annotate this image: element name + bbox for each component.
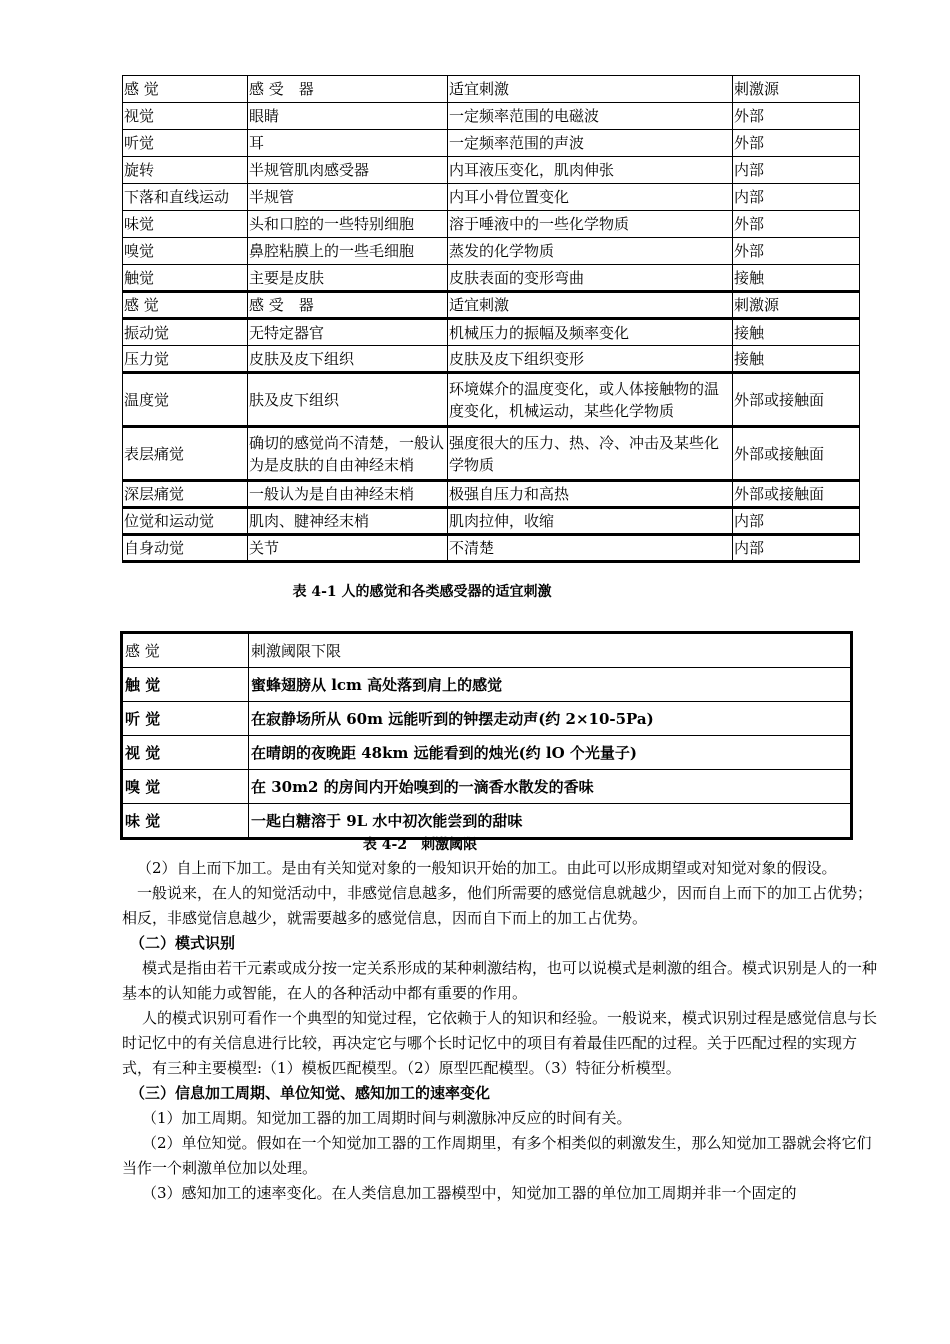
cell-source: 接触 bbox=[733, 265, 860, 292]
cell-receptor: 半规管 bbox=[248, 184, 448, 211]
table-row bbox=[123, 508, 860, 535]
cell-sense: 振动觉 bbox=[123, 319, 248, 346]
cell-source: 外部或接触面 bbox=[733, 373, 860, 427]
section-heading: （二）模式识别 bbox=[130, 934, 236, 952]
cell-receptor: 耳 bbox=[248, 130, 448, 157]
paragraph: （1）加工周期。知觉加工器的加工周期时间与刺激脉冲反应的时间有关。 bbox=[142, 1109, 632, 1127]
cell-threshold: 一匙白糖溶于 9L 水中初次能尝到的甜味 bbox=[249, 804, 852, 839]
cell-sense: 嗅 觉 bbox=[122, 770, 249, 804]
table-row bbox=[123, 238, 860, 265]
table-row bbox=[123, 373, 860, 427]
cell-source: 内部 bbox=[733, 157, 860, 184]
section-heading: （三）信息加工周期、单位知觉、感知加工的速率变化 bbox=[130, 1084, 491, 1102]
table-row bbox=[123, 292, 860, 319]
threshold-table-body bbox=[122, 633, 852, 839]
cell-sense: 嗅觉 bbox=[123, 238, 248, 265]
cell-sense: 味 觉 bbox=[122, 804, 249, 839]
table-row bbox=[123, 481, 860, 508]
cell-stimulus: 强度很大的压力、热、冷、冲击及某些化学物质 bbox=[448, 427, 733, 481]
cell-sense: 温度觉 bbox=[123, 373, 248, 427]
table-row bbox=[123, 535, 860, 562]
cell-stimulus: 内耳液压变化，肌肉伸张 bbox=[448, 157, 733, 184]
cell-source: 外部 bbox=[733, 103, 860, 130]
cell-sense: 表层痛觉 bbox=[123, 427, 248, 481]
cell-source: 外部 bbox=[733, 238, 860, 265]
cell-source: 内部 bbox=[733, 535, 860, 562]
table-row bbox=[123, 346, 860, 373]
cell-receptor: 皮肤及皮下组织 bbox=[248, 346, 448, 373]
cell-source: 刺激源 bbox=[733, 76, 860, 103]
table-row bbox=[123, 103, 860, 130]
cell-source: 内部 bbox=[733, 184, 860, 211]
paragraph: 人的模式识别可看作一个典型的知觉过程，它依赖于人的知识和经验。一般说来，模式识别过程是感觉信息与长时记忆中的有关信息进行比较，再决定它与哪个长时记忆中的项目有着最佳匹配的过程。关于匹配过程的实现方式，有三种主要模型:（1）模板匹配模型。（2）原型匹配模型。（3）特征分析模型。 bbox=[122, 1009, 878, 1077]
cell-receptor: 感 受 器 bbox=[248, 292, 448, 319]
table-row bbox=[123, 76, 860, 103]
cell-receptor: 肌肉、腱神经末梢 bbox=[248, 508, 448, 535]
cell-stimulus: 一定频率范围的电磁波 bbox=[448, 103, 733, 130]
cell-stimulus: 环境媒介的温度变化，或人体接触物的温度变化，机械运动，某些化学物质 bbox=[448, 373, 733, 427]
cell-source: 内部 bbox=[733, 508, 860, 535]
cell-stimulus: 皮肤及皮下组织变形 bbox=[448, 346, 733, 373]
cell-stimulus: 机械压力的振幅及频率变化 bbox=[448, 319, 733, 346]
cell-receptor: 肤及皮下组织 bbox=[248, 373, 448, 427]
cell-source: 接触 bbox=[733, 346, 860, 373]
table-row bbox=[122, 736, 852, 770]
cell-receptor: 确切的感觉尚不清楚，一般认为是皮肤的自由神经末梢 bbox=[248, 427, 448, 481]
table-row bbox=[123, 265, 860, 292]
cell-receptor: 无特定器官 bbox=[248, 319, 448, 346]
cell-sense: 深层痛觉 bbox=[123, 481, 248, 508]
cell-source: 外部 bbox=[733, 211, 860, 238]
cell-sense: 感 觉 bbox=[123, 292, 248, 319]
cell-sense: 听 觉 bbox=[122, 702, 249, 736]
cell-sense: 压力觉 bbox=[123, 346, 248, 373]
threshold-table bbox=[120, 631, 853, 840]
cell-sense: 视 觉 bbox=[122, 736, 249, 770]
table-row bbox=[123, 319, 860, 346]
cell-threshold: 在 30m2 的房间内开始嗅到的一滴香水散发的香味 bbox=[249, 770, 852, 804]
cell-threshold: 在寂静场所从 60m 远能听到的钟摆走动声(约 2×10-5Pa) bbox=[249, 702, 852, 736]
cell-threshold: 刺激阈限下限 bbox=[249, 633, 852, 668]
cell-sense: 触 觉 bbox=[122, 668, 249, 702]
cell-stimulus: 皮肤表面的变形弯曲 bbox=[448, 265, 733, 292]
cell-stimulus: 极强自压力和高热 bbox=[448, 481, 733, 508]
cell-stimulus: 蒸发的化学物质 bbox=[448, 238, 733, 265]
cell-receptor: 一般认为是自由神经末梢 bbox=[248, 481, 448, 508]
cell-sense: 味觉 bbox=[123, 211, 248, 238]
cell-stimulus: 溶于唾液中的一些化学物质 bbox=[448, 211, 733, 238]
cell-stimulus: 适宜刺激 bbox=[448, 76, 733, 103]
cell-source: 接触 bbox=[733, 319, 860, 346]
cell-receptor: 半规管肌肉感受器 bbox=[248, 157, 448, 184]
cell-source: 外部或接触面 bbox=[733, 481, 860, 508]
paragraph: （3）感知加工的速率变化。在人类信息加工器模型中，知觉加工器的单位加工周期并非一个固定的 bbox=[142, 1184, 797, 1202]
cell-receptor: 主要是皮肤 bbox=[248, 265, 448, 292]
cell-source: 刺激源 bbox=[733, 292, 860, 319]
cell-receptor: 鼻腔粘膜上的一些毛细胞 bbox=[248, 238, 448, 265]
cell-stimulus: 肌肉拉伸，收缩 bbox=[448, 508, 733, 535]
table-row bbox=[122, 770, 852, 804]
cell-receptor: 头和口腔的一些特别细胞 bbox=[248, 211, 448, 238]
table-row bbox=[123, 157, 860, 184]
paragraph: 模式是指由若干元素或成分按一定关系形成的某种刺激结构，也可以说模式是刺激的组合。模式识别是人的一种基本的认知能力或智能，在人的各种活动中都有重要的作用。 bbox=[122, 959, 878, 1002]
sensation-table-body bbox=[123, 76, 860, 562]
cell-receptor: 关节 bbox=[248, 535, 448, 562]
cell-sense: 下落和直线运动 bbox=[123, 184, 248, 211]
table-row bbox=[123, 130, 860, 157]
table-row bbox=[123, 184, 860, 211]
cell-threshold: 蜜蜂翅膀从 lcm 高处落到肩上的感觉 bbox=[249, 668, 852, 702]
table-caption-4-1: 表 4-1 人的感觉和各类感受器的适宜刺激 bbox=[292, 584, 552, 600]
cell-stimulus: 内耳小骨位置变化 bbox=[448, 184, 733, 211]
cell-sense: 位觉和运动觉 bbox=[123, 508, 248, 535]
cell-receptor: 感 受 器 bbox=[248, 76, 448, 103]
cell-stimulus: 不清楚 bbox=[448, 535, 733, 562]
sensation-table bbox=[122, 75, 860, 563]
cell-source: 外部或接触面 bbox=[733, 427, 860, 481]
cell-sense: 视觉 bbox=[123, 103, 248, 130]
table-row bbox=[123, 427, 860, 481]
cell-threshold: 在晴朗的夜晚距 48km 远能看到的烛光(约 lO 个光量子) bbox=[249, 736, 852, 770]
cell-sense: 听觉 bbox=[123, 130, 248, 157]
paragraph: （2）单位知觉。假如在一个知觉加工器的工作周期里，有多个相类似的刺激发生，那么知觉加工器就会将它们当作一个刺激单位加以处理。 bbox=[122, 1134, 872, 1177]
table-caption-4-2: 表 4-2 刺激阈限 bbox=[362, 837, 478, 853]
body-text bbox=[122, 856, 882, 1206]
cell-source: 外部 bbox=[733, 130, 860, 157]
cell-sense: 感 觉 bbox=[122, 633, 249, 668]
table-row bbox=[122, 633, 852, 668]
cell-sense: 感 觉 bbox=[123, 76, 248, 103]
cell-sense: 旋转 bbox=[123, 157, 248, 184]
paragraph: 一般说来，在人的知觉活动中，非感觉信息越多，他们所需要的感觉信息就越少，因而自上而下的加工占优势；相反，非感觉信息越少，就需要越多的感觉信息，因而自下而上的加工占优势。 bbox=[122, 884, 873, 927]
table-row bbox=[122, 668, 852, 702]
cell-stimulus: 适宜刺激 bbox=[448, 292, 733, 319]
cell-receptor: 眼睛 bbox=[248, 103, 448, 130]
table-row bbox=[123, 211, 860, 238]
cell-sense: 触觉 bbox=[123, 265, 248, 292]
cell-stimulus: 一定频率范围的声波 bbox=[448, 130, 733, 157]
paragraph: （2）自上而下加工。是由有关知觉对象的一般知识开始的加工。由此可以形成期望或对知觉对象的假设。 bbox=[137, 859, 837, 877]
cell-sense: 自身动觉 bbox=[123, 535, 248, 562]
table-row bbox=[122, 702, 852, 736]
